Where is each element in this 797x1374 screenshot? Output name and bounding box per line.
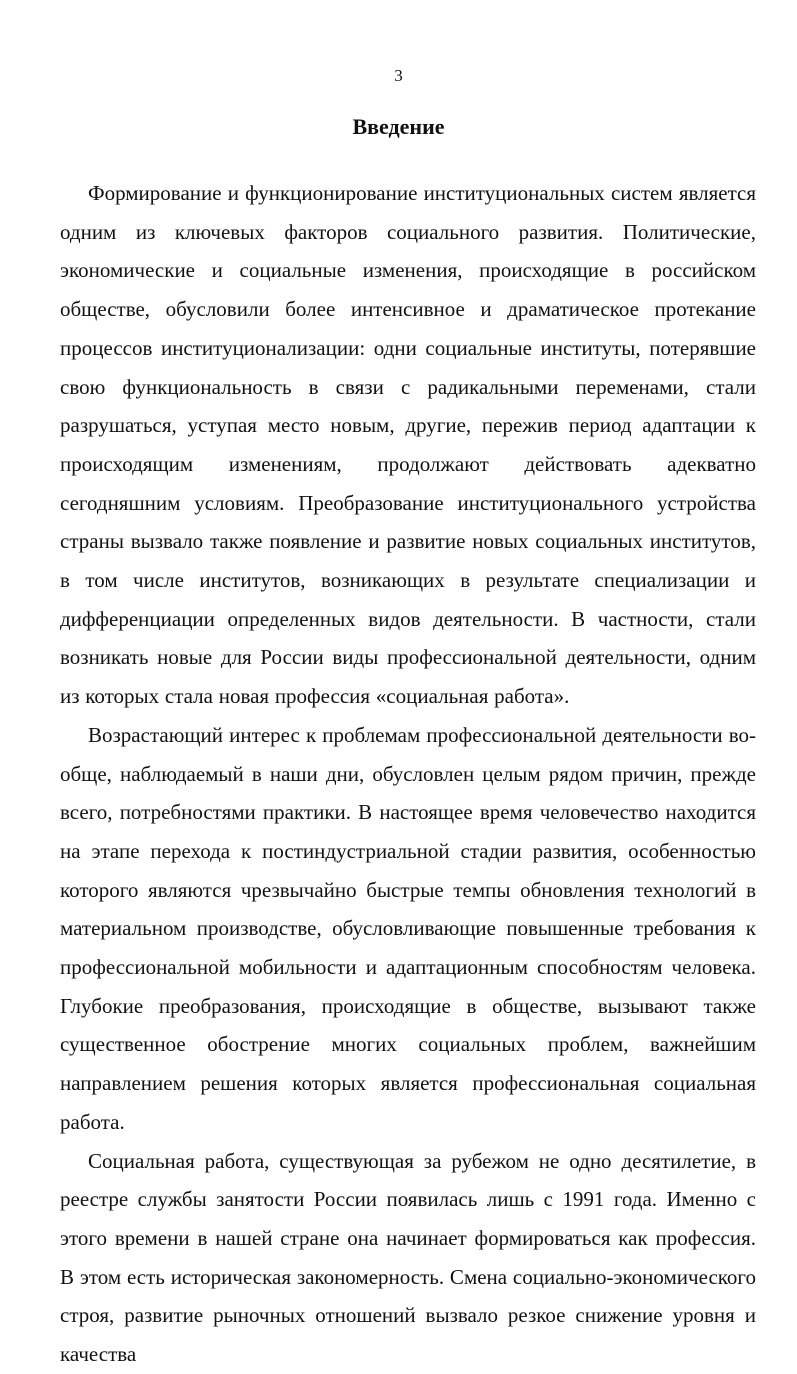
page-title: Введение xyxy=(352,114,445,139)
page-number: 3 xyxy=(394,66,403,85)
paragraph-2: Возрастающий интерес к проблемам профессиональной деятельности вообще, наблюдаемый в наши дни, обусловлен целым рядом причин, прежде всего, потребностями практики. В настоящее время человечество находится на этапе перехода к постиндустриальной стадии развития, особенностью которого являются чрезвычайно быстрые темпы обновления технологий в материальном производстве, обусловливающие повышенные требования к профессиональной мобильности и адаптационным способностям человека. Глубокие преобразования, происходящие в обществе, вызывают также существенное обострение многих социальных проблем, важнейшим направлением решения которых является профессиональная социальная работа. xyxy=(60,722,756,1134)
paragraph-1: Формирование и функционирование институциональных систем является одним из ключевых факторов социального развития. Политические, экономические и социальные изменения, происходящие в российском обществе, обусловили более интенсивное и драматическое протекание процессов институционализации: одни социальные институты, потерявшие свою функциональность в связи с радикальными переменами, стали разрушаться, уступая место новым, другие, пережив период адаптации к происходящим изменениям, продолжают действовать адекватно сегодняшним условиям. Преобразование институционального устройства страны вызвало также появление и развитие новых социальных институтов, в том числе институтов, возникающих в результате специализации и дифференциации определенных видов деятельности. В частности, стали возникать новые для России виды профессиональной деятельности, одним из которых стала новая профессия «социальная работа». xyxy=(60,181,756,709)
paragraph-3: Социальная работа, существующая за рубежом не одно десятилетие, в реестре службы занятости России появилась лишь с 1991 года. Именно с этого времени в нашей стране она начинает формироваться как профессия. В этом есть историческая закономерность. Смена социально-экономического строя, развитие рыночных отношений вызвало резкое снижение уровня и качества xyxy=(60,1148,756,1367)
body-text xyxy=(60,174,756,1374)
